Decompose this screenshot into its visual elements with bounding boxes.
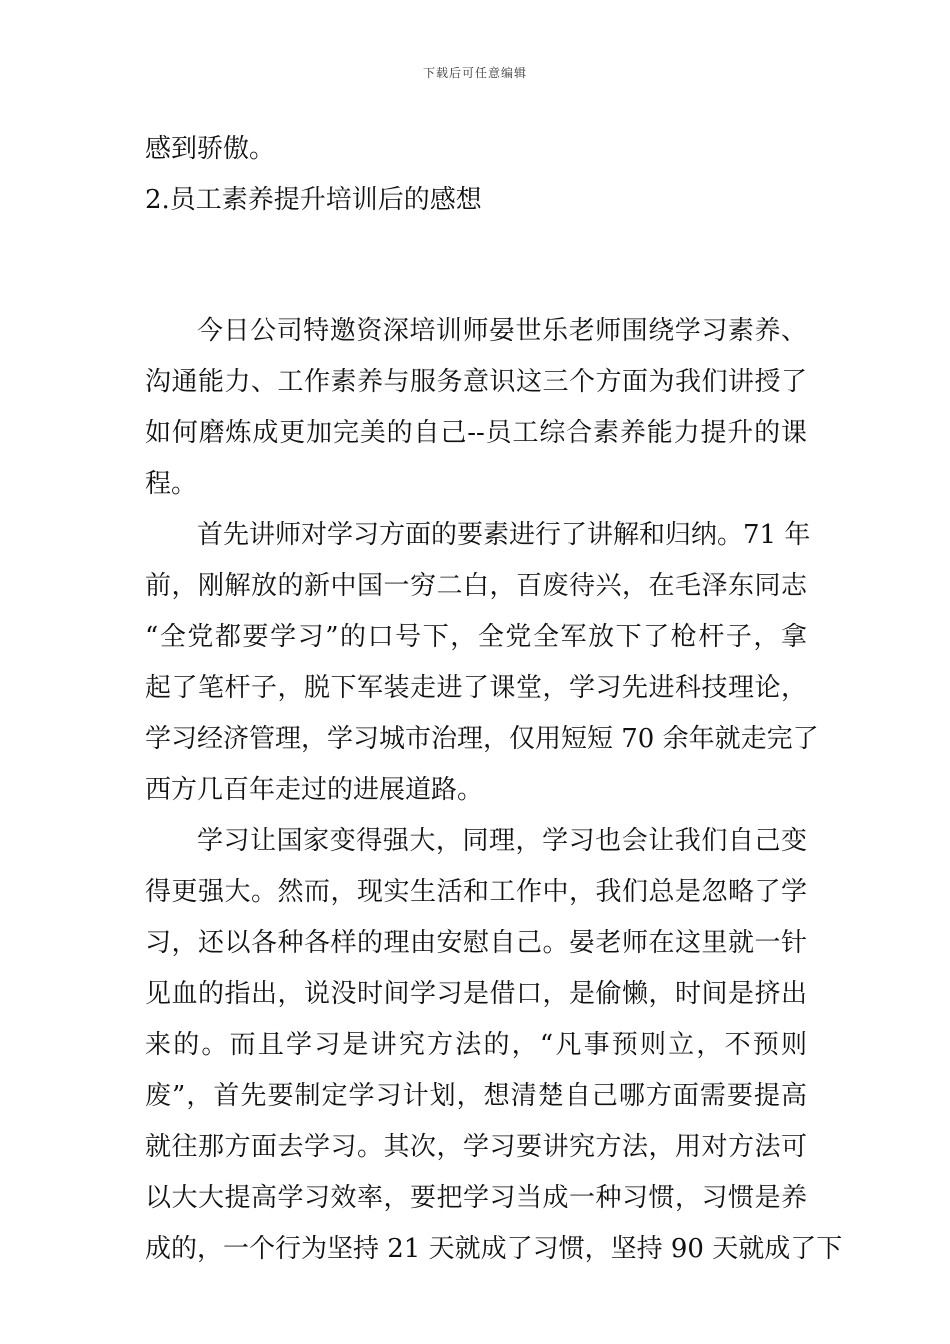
paragraph-line: 学习经济管理，学习城市治理，仅用短短 70 余年就走完了 [145,724,819,754]
paragraph-line: 如何磨炼成更加完美的自己--员工综合素养能力提升的课 [145,418,807,448]
paragraph-line: 成的，一个行为坚持 21 天就成了习惯，坚持 90 天就成了下 [145,1234,843,1264]
paragraph-line: 以大大提高学习效率，要把学习当成一种习惯，习惯是养 [145,1183,807,1213]
lead-line: 感到骄傲。 [145,134,276,164]
paragraph-line: 沟通能力、工作素养与服务意识这三个方面为我们讲授了 [145,367,807,397]
paragraph-line: 来的。而且学习是讲究方法的，“凡事预则立，不预则 [145,1030,807,1060]
paragraph-line: 程。 [145,469,198,499]
paragraph-line: 习，还以各种各样的理由安慰自己。晏老师在这里就一针 [145,928,807,958]
paragraph-line: 得更强大。然而，现实生活和工作中，我们总是忽略了学 [145,877,807,907]
paragraph-2 [145,510,819,816]
paragraph-3 [145,816,843,1275]
document-body [145,124,843,1275]
paragraph-line: 学习让国家变得强大，同理，学习也会让我们自己变 [197,826,807,856]
paragraph-1 [145,306,807,510]
paragraph-line: 首先讲师对学习方面的要素进行了讲解和归纳。71 年 [197,520,811,550]
section-heading: 2.员工素养提升培训后的感想 [145,185,482,215]
paragraph-line: “全党都要学习”的口号下，全党全军放下了枪杆子，拿 [145,622,807,652]
paragraph-line: 就往那方面去学习。其次，学习要讲究方法，用对方法可 [145,1132,807,1162]
paragraph-line: 今日公司特邀资深培训师晏世乐老师围绕学习素养、 [197,316,807,346]
paragraph-line: 前，刚解放的新中国一穷二白，百废待兴，在毛泽东同志 [145,571,807,601]
page-header: 下载后可任意编辑 [422,66,527,80]
paragraph-line: 废”，首先要制定学习计划，想清楚自己哪方面需要提高 [145,1081,807,1111]
paragraph-line: 西方几百年走过的进展道路。 [145,775,484,805]
paragraph-line: 见血的指出，说没时间学习是借口，是偷懒，时间是挤出 [145,979,807,1009]
paragraph-line: 起了笔杆子，脱下军装走进了课堂，学习先进科技理论， [145,673,807,703]
